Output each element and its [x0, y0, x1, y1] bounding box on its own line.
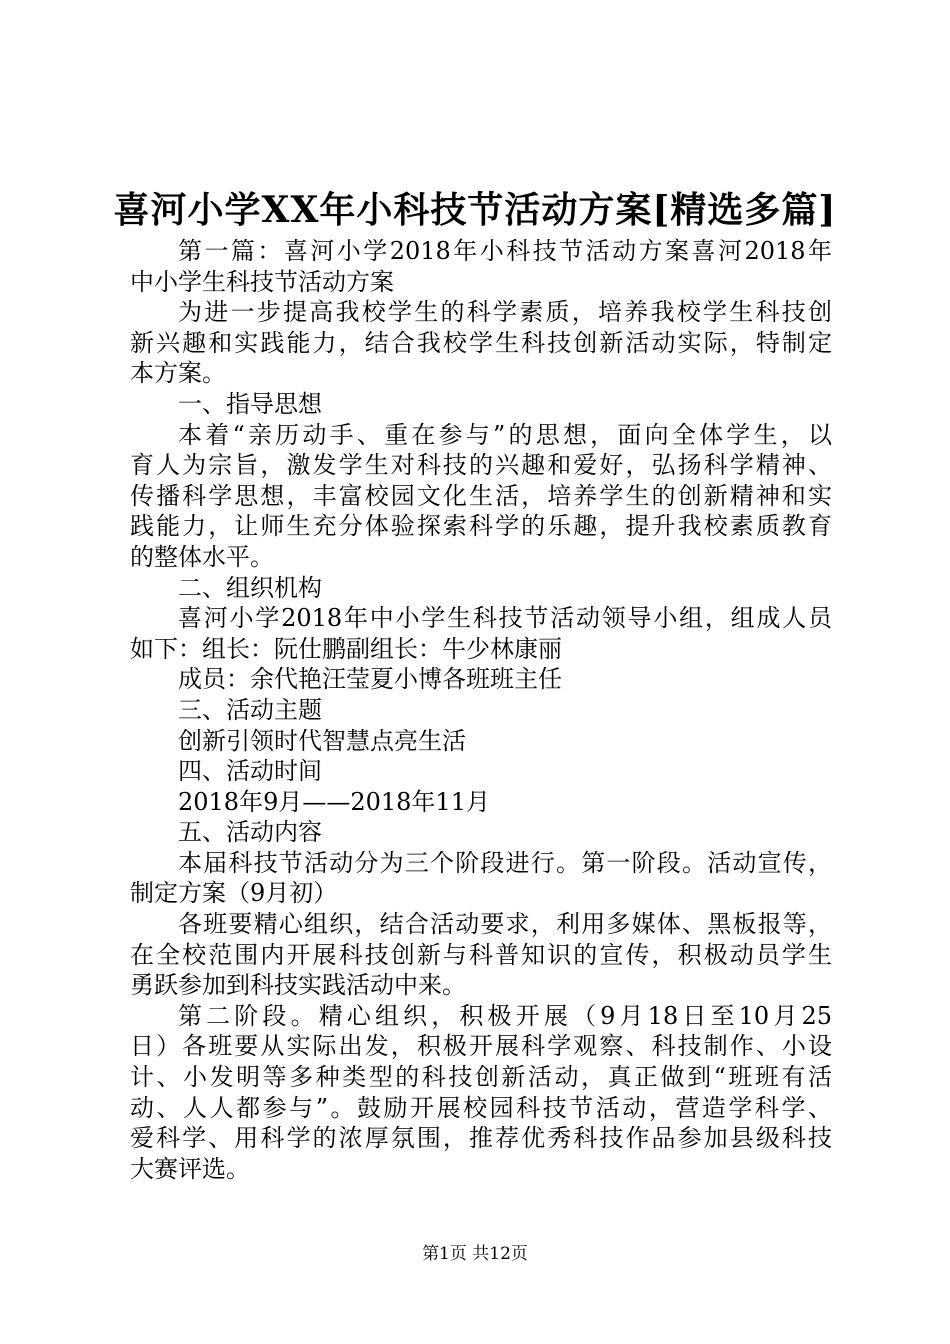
body-line: 计、小发明等多种类型的科技创新活动，真正做到“班班有活	[130, 1063, 832, 1092]
body-line: 本方案。	[130, 359, 226, 388]
body-line: 喜河小学2018年中小学生科技节活动领导小组，组成人员	[178, 604, 832, 633]
document-body	[130, 236, 832, 1184]
body-line: 育人为宗旨，激发学生对科技的兴趣和爱好，弘扬科学精神、	[130, 451, 832, 480]
body-line: 2018年9月——2018年11月	[178, 787, 490, 816]
section-heading: 四、活动时间	[178, 757, 322, 786]
body-line: 传播科学思想，丰富校园文化生活，培养学生的创新精神和实	[130, 481, 832, 510]
body-line: 第二阶段。精心组织，积极开展（9月18日至10月25	[178, 1001, 832, 1030]
body-line: 各班要精心组织，结合活动要求，利用多媒体、黑板报等，	[178, 910, 832, 939]
section-heading: 三、活动主题	[178, 695, 322, 724]
body-line: 本届科技节活动分为三个阶段进行。第一阶段。活动宣传，	[178, 848, 832, 877]
body-line: 的整体水平。	[130, 542, 274, 571]
body-line: 中小学生科技节活动方案	[130, 267, 394, 296]
body-line: 动、人人都参与”。鼓励开展校园科技节活动，营造学科学、	[130, 1093, 832, 1122]
document-title: 喜河小学XX年小科技节活动方案[精选多篇]	[113, 189, 837, 231]
body-line: 勇跃参加到科技实践活动中来。	[130, 971, 466, 1000]
body-line: 大赛评选。	[130, 1154, 250, 1183]
body-line: 新兴趣和实践能力，结合我校学生科技创新活动实际，特制定	[130, 328, 832, 357]
body-line: 如下：组长：阮仕鹏副组长：牛少林康丽	[130, 634, 562, 663]
body-line: 成员：余代艳汪莹夏小博各班班主任	[178, 665, 562, 694]
body-line: 践能力，让师生充分体验探索科学的乐趣，提升我校素质教育	[130, 512, 832, 541]
body-line: 制定方案（9月初）	[130, 879, 338, 908]
body-line: 爱科学、用科学的浓厚氛围，推荐优秀科技作品参加县级科技	[130, 1124, 832, 1153]
body-line: 第一篇：喜河小学2018年小科技节活动方案喜河2018年	[178, 237, 832, 265]
page-indicator: 第1页 共12页	[422, 1244, 528, 1264]
section-heading: 五、活动内容	[178, 818, 322, 847]
body-line: 在全校范围内开展科技创新与科普知识的宣传，积极动员学生	[130, 940, 832, 969]
body-line: 本着“亲历动手、重在参与”的思想，面向全体学生，以	[178, 420, 832, 449]
body-line: 创新引领时代智慧点亮生活	[178, 726, 466, 755]
section-heading: 一、指导思想	[178, 389, 322, 418]
body-line: 日）各班要从实际出发，积极开展科学观察、科技制作、小设	[130, 1032, 832, 1061]
body-line: 为进一步提高我校学生的科学素质，培养我校学生科技创	[178, 298, 832, 327]
section-heading: 二、组织机构	[178, 573, 322, 602]
